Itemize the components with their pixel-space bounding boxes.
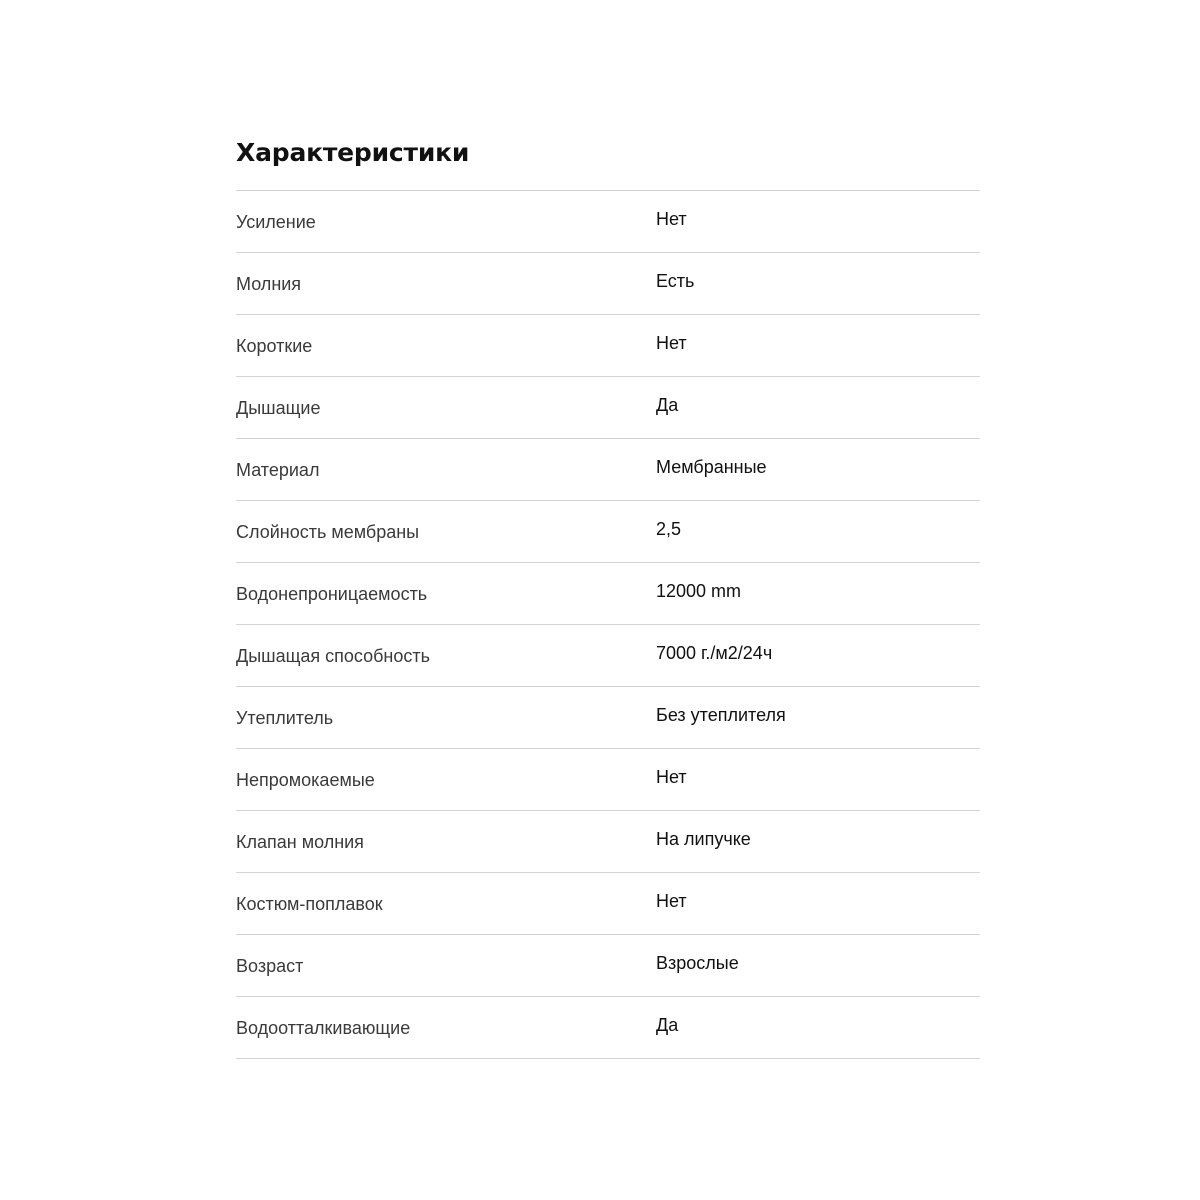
spec-value: 7000 г./м2/24ч — [656, 643, 773, 663]
spec-value: Нет — [656, 333, 687, 353]
spec-value: Нет — [656, 891, 687, 911]
spec-value: 12000 mm — [656, 581, 742, 601]
spec-row-age — [236, 935, 980, 997]
specs-section — [236, 128, 980, 1059]
spec-label: Молния — [236, 274, 302, 294]
spec-value: Без утеплителя — [656, 705, 786, 725]
spec-row-insulation — [236, 687, 980, 749]
spec-row-reinforcement — [236, 191, 980, 253]
spec-label: Слойность мембраны — [236, 522, 420, 542]
spec-value: Да — [656, 395, 679, 415]
specs-title: Характеристики — [236, 138, 470, 167]
spec-value: Взрослые — [656, 953, 739, 973]
spec-row-zipper — [236, 253, 980, 315]
spec-label: Водонепроницаемость — [236, 584, 428, 604]
spec-label: Костюм-поплавок — [236, 894, 383, 914]
spec-label: Возраст — [236, 956, 304, 976]
spec-row-material — [236, 439, 980, 501]
spec-label: Материал — [236, 460, 320, 480]
spec-label: Непромокаемые — [236, 770, 375, 790]
spec-value: 2,5 — [656, 519, 682, 539]
spec-row-short — [236, 315, 980, 377]
spec-row-membrane-layers — [236, 501, 980, 563]
spec-row-waterproof — [236, 749, 980, 811]
specs-table — [236, 190, 980, 1059]
spec-row-waterproofness — [236, 563, 980, 625]
spec-label: Усиление — [236, 212, 316, 232]
spec-label: Дышащая способность — [236, 646, 431, 666]
spec-row-zipper-flap — [236, 811, 980, 873]
spec-value: Мембранные — [656, 457, 767, 477]
spec-label: Утеплитель — [236, 708, 334, 728]
spec-row-water-repellent — [236, 997, 980, 1059]
spec-label: Клапан молния — [236, 832, 364, 852]
spec-row-breathability — [236, 625, 980, 687]
spec-value: Нет — [656, 767, 687, 787]
spec-row-float-suit — [236, 873, 980, 935]
spec-value: Да — [656, 1015, 679, 1035]
spec-value: Нет — [656, 209, 687, 229]
spec-row-breathable — [236, 377, 980, 439]
spec-label: Водоотталкивающие — [236, 1018, 411, 1038]
spec-label: Дышащие — [236, 398, 321, 418]
spec-label: Короткие — [236, 336, 313, 356]
spec-value: Есть — [656, 271, 695, 291]
spec-value: На липучке — [656, 829, 751, 849]
